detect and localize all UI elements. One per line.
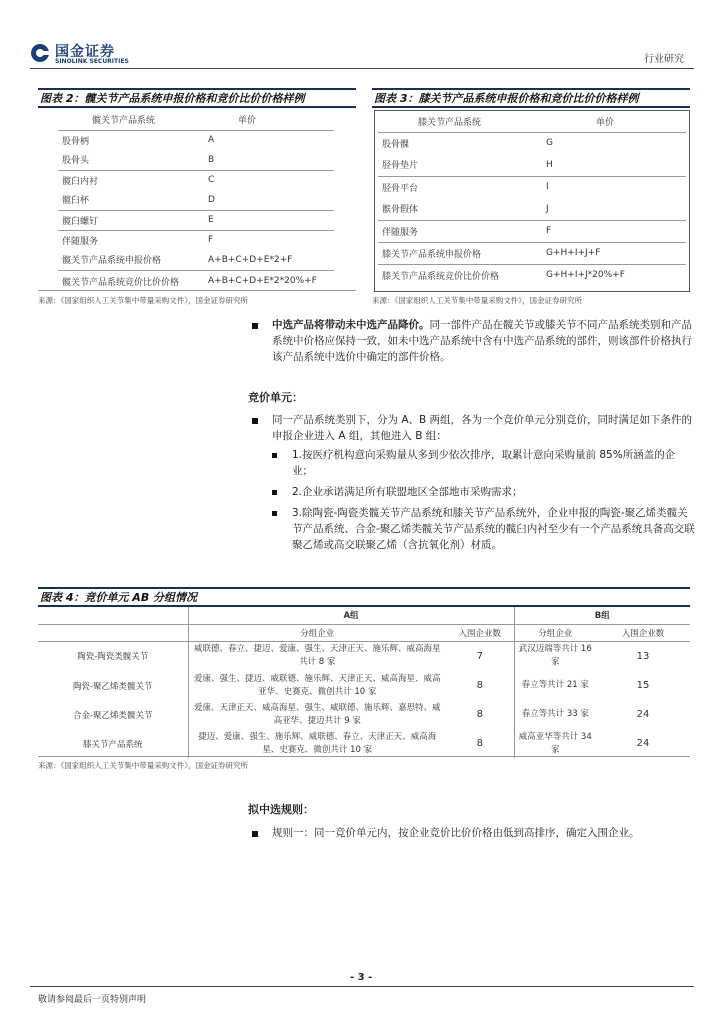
page-number: - 3 -	[350, 972, 373, 983]
group-b-company-header: 分组企业	[538, 628, 573, 639]
sub-bullet-icon	[272, 453, 277, 458]
figure2-row-name: 髋关节产品系统竞价比价价格	[62, 277, 180, 288]
category-cell: 合金-聚乙烯类髋关节	[38, 700, 188, 729]
figure3-row-name: 伴随服务	[382, 227, 419, 238]
logo-english: SINOLINK SECURITIES	[55, 58, 129, 65]
group-b-count: 13	[636, 650, 650, 662]
section-heading-selection-rules: 拟中选规则：	[248, 803, 314, 816]
rule-one-text: 规则一：同一竞价单元内，按企业竞价比价价格由低到高排序，确定入围企业。	[272, 827, 640, 839]
figure2-row-name: 髋臼螺钉	[62, 216, 99, 227]
group-a-companies: 爱康、天津正天、威高海星、强生、威联德、施乐辉、嘉思特、威高亚华、捷迈共计 9 家	[193, 702, 441, 726]
logo-icon	[30, 43, 50, 63]
figure2-row-price: A+B+C+D+E*2+F	[208, 254, 293, 265]
figure2-col-system: 髋关节产品系统	[92, 116, 156, 127]
bullet-icon	[252, 418, 258, 424]
figure2-table	[58, 110, 334, 292]
group-b-companies: 武汉迈瑞等共计 16 家	[518, 644, 592, 668]
group-b-companies: 春立等共计 21 家	[521, 680, 589, 690]
group-b-count-header: 入围企业数	[621, 628, 665, 639]
group-b-companies: 威高亚华等共计 34 家	[518, 731, 592, 755]
figure4-title: 图表 4：竞价单元 AB 分组情况	[40, 591, 198, 604]
group-b-count: 24	[636, 738, 650, 749]
group-a-count: 8	[446, 700, 514, 729]
condition-1: 1.按医疗机构意向采购量从多到少依次排序，取累计意向采购量前 85%所涵盖的企业；	[292, 449, 676, 477]
figure2-row-price: C	[208, 175, 215, 186]
group-a-companies: 威联德、春立、捷迈、爱康、强生、天津正天、施乐辉、威高海星共计 8 家	[193, 644, 441, 668]
figure3-col-system: 膝关节产品系统	[418, 118, 482, 129]
figure4-source: 来源：《国家组织人工关节集中带量采购文件》，国金证券研究所	[38, 761, 248, 770]
paragraph-body: 同一部件产品在髋关节或膝关节不同产品系统类别和产品系统中价格应保持一致，如未中选产品系统中含有中选产品系统的部件，则该部件价格执行该产品系统中选价中确定的部件价格。	[272, 319, 692, 363]
group-a-count: 7	[446, 641, 514, 671]
figure2-row-price: D	[208, 194, 215, 205]
figure3-row-price: G	[546, 138, 553, 149]
category-cell: 陶瓷-陶瓷类髋关节	[38, 641, 188, 671]
group-b-companies: 春立等共计 33 家	[521, 709, 589, 719]
figure2-row-name: 髋臼杯	[62, 196, 90, 207]
group-a-count: 8	[446, 729, 514, 758]
figure3-row-name: 膝关节产品系统申报价格	[382, 249, 482, 260]
figure2-row-name: 股骨柄	[62, 136, 90, 147]
group-a-count: 8	[446, 671, 514, 700]
bullet-icon	[252, 831, 258, 837]
figure2-row-price: A+B+C+D+E*2*20%+F	[208, 276, 317, 287]
figure3-row-price: G+H+I+J*20%+F	[546, 270, 625, 281]
figure3-source: 来源：《国家组织人工关节集中带量采购文件》，国金证券研究所	[372, 296, 582, 305]
group-a-companies: 爱康、强生、捷迈、威联德、施乐辉、天津正天、威高海星、威高亚华、史赛克、微创共计 10 家	[193, 673, 441, 697]
figure3-table	[378, 112, 686, 286]
figure2-row-name: 股骨头	[62, 156, 90, 167]
group-a-companies: 捷迈、爱康、强生、施乐辉、威联德、春立、天津正天、威高海星、史赛克、微创共计 10 家	[198, 731, 437, 755]
figure2-bottom-rule	[38, 290, 356, 291]
figure2-row-price: A	[208, 135, 215, 146]
figure3-row-name: 膝关节产品系统竞价比价价格	[382, 271, 500, 282]
bullet-icon	[252, 323, 258, 329]
footer-divider	[30, 986, 694, 987]
group-a-company-header: 分组企业	[300, 628, 335, 639]
paragraph-selected-products	[272, 317, 696, 365]
group-a-count-header: 入围企业数	[446, 624, 514, 641]
figure3-row-name: 髌骨假体	[382, 205, 419, 216]
figure2-row-name: 伴随服务	[62, 236, 99, 247]
figure3-row-name: 股骨髁	[382, 139, 410, 150]
figure3-row-price: I	[546, 182, 549, 193]
category-cell: 陶瓷-聚乙烯类髋关节	[38, 671, 188, 700]
header-divider	[30, 68, 694, 69]
figure2-row-price: F	[208, 235, 214, 246]
condition-3: 3.除陶瓷-陶瓷类髋关节产品系统和膝关节产品系统外，企业申报的陶瓷-聚乙烯类髋关节产品系统、合金-聚乙烯类髋关节产品系统的髋臼内衬至少有一个产品系统具备高交联聚乙烯或高交联聚乙烯（含抗氧化剂）材质。	[292, 507, 695, 551]
group-b-count: 15	[636, 680, 650, 691]
figure2-row-name: 髋关节产品系统申报价格	[62, 256, 162, 267]
figure3-row-price: F	[546, 226, 552, 236]
sub-bullet-icon	[272, 511, 277, 516]
logo-text: 国金证券	[55, 44, 115, 60]
figure2-source: 来源：《国家组织人工关节集中带量采购文件》，国金证券研究所	[38, 296, 248, 305]
figure2-row-name: 髋臼内衬	[62, 176, 99, 187]
figure3-row-name: 胫骨平台	[382, 183, 419, 194]
figure4-bottom-rule	[38, 756, 690, 757]
figure2-title: 图表 2：髋关节产品系统申报价格和竞价比价价格样例	[40, 92, 305, 105]
figure2-col-price: 单价	[238, 116, 257, 127]
paragraph-lead: 中选产品将带动未中选产品降价。	[272, 319, 430, 331]
figure3-title: 图表 3：膝关节产品系统申报价格和竞价比价价格样例	[374, 92, 639, 105]
figure2-row-price: B	[208, 154, 215, 165]
condition-2: 2.企业承诺满足所有联盟地区全部地市采购需求；	[292, 486, 523, 498]
figure2-row-price: E	[208, 215, 214, 225]
figure3-col-price: 单价	[596, 118, 615, 129]
figure4-table	[38, 607, 690, 758]
figure3-row-price: H	[546, 159, 553, 170]
figure3-row-price: J	[546, 203, 549, 214]
figure3-row-price: G+H+I+J+F	[546, 248, 601, 258]
category-cell: 膝关节产品系统	[38, 729, 188, 758]
group-b-header: B组	[594, 611, 610, 622]
report-category: 行业研究	[644, 54, 684, 65]
group-a-header: A组	[188, 607, 514, 624]
bidding-unit-text: 同一产品系统类别下，分为 A、B 两组，各为一个竞价单元分别竞价，同时满足如下条件的申报企业进入 A 组，其他进入 B 组：	[272, 414, 693, 442]
section-heading-bidding-unit: 竞价单元：	[248, 391, 303, 404]
disclaimer-note: 敬请参阅最后一页特别声明	[38, 995, 147, 1005]
group-b-count: 24	[636, 709, 650, 720]
figure3-row-name: 胫骨垫片	[382, 161, 419, 172]
sub-bullet-icon	[272, 490, 277, 495]
